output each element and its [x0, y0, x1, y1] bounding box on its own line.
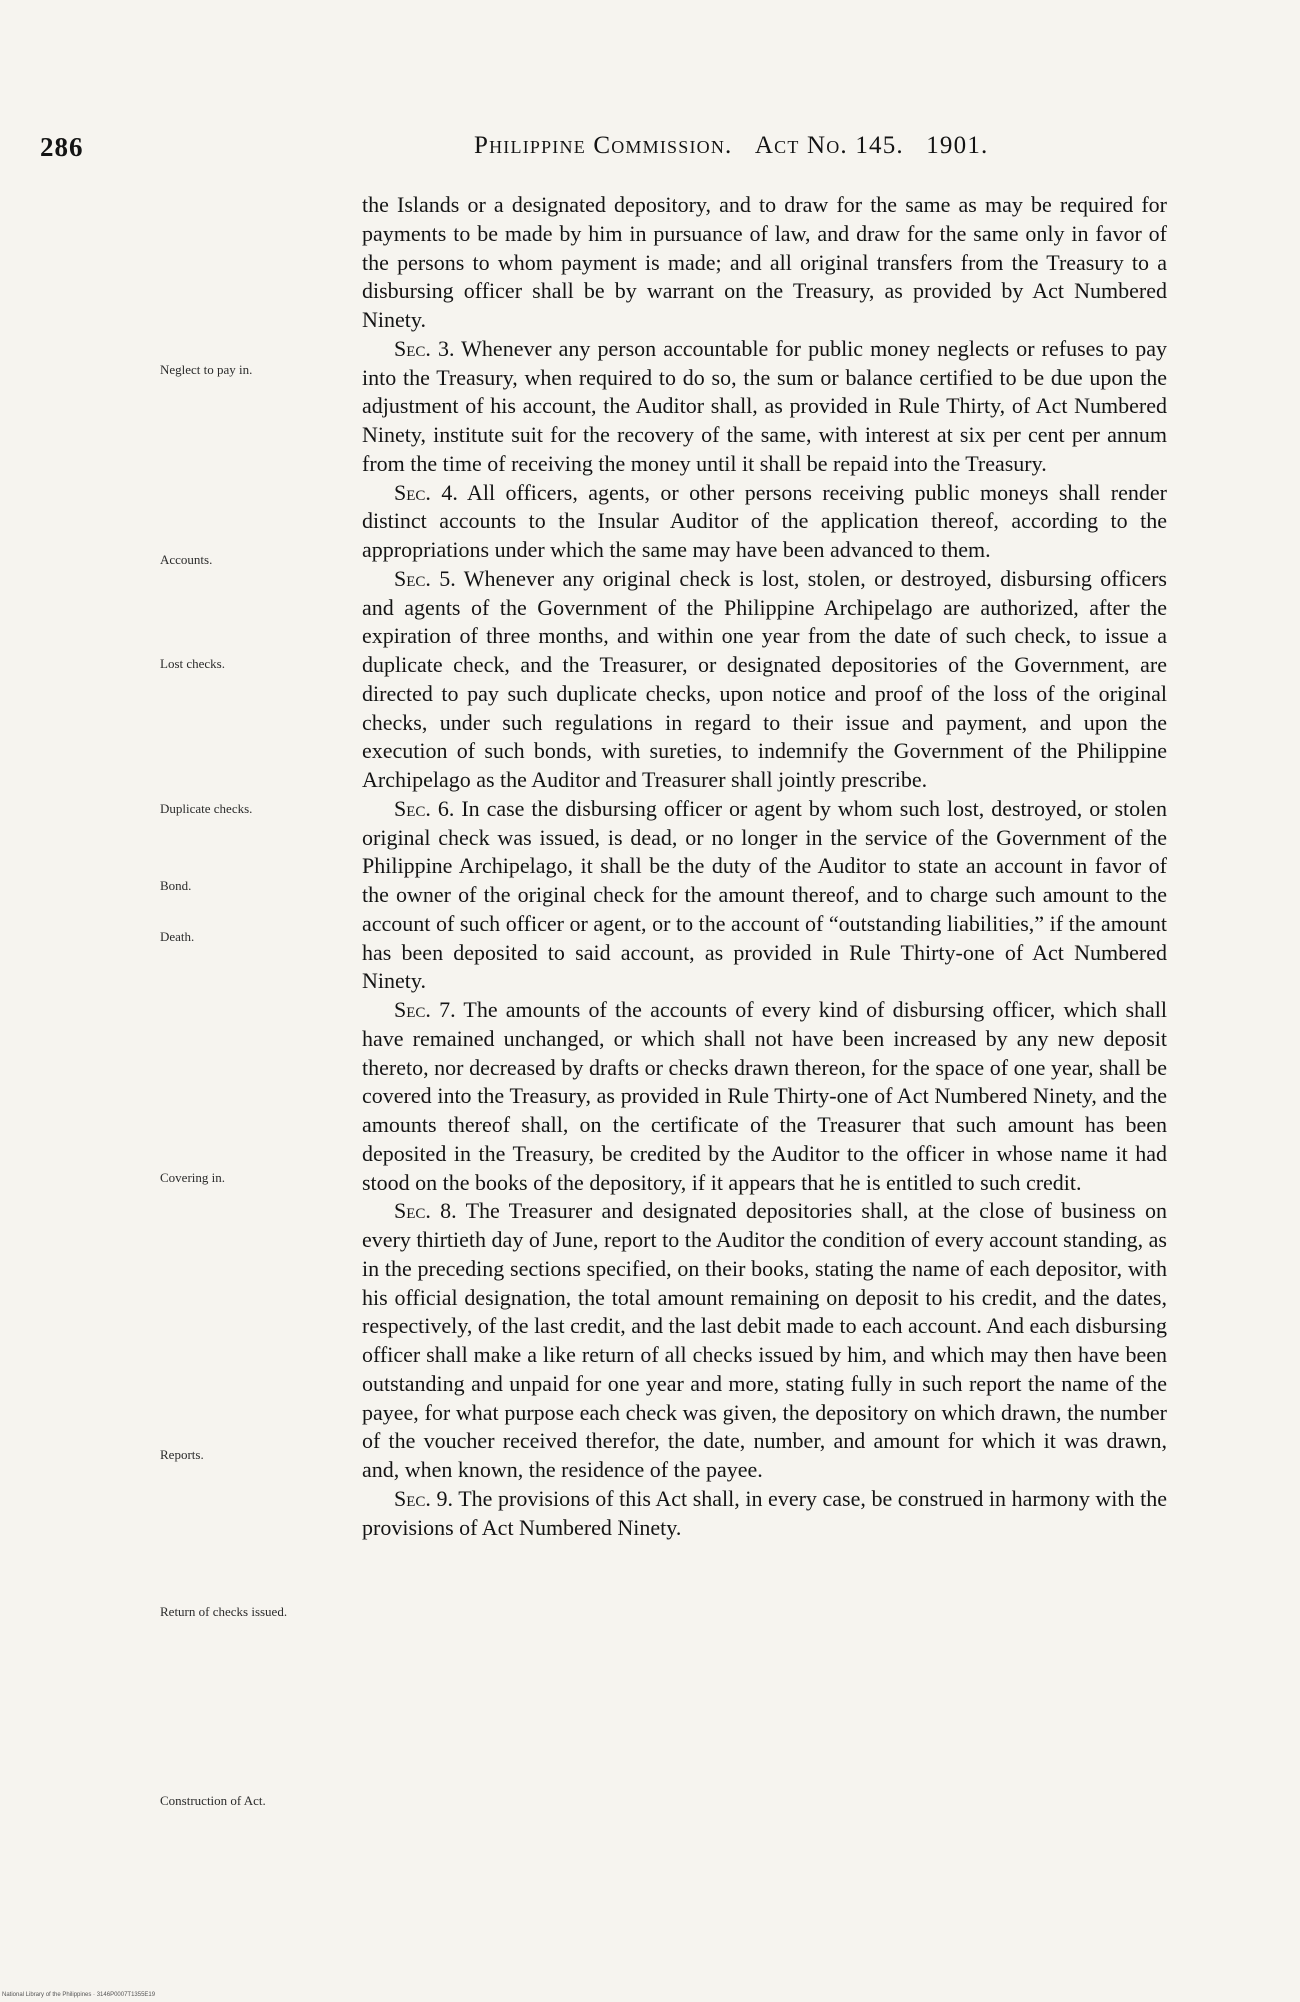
- paragraph-sec-8: [362, 1197, 1167, 1485]
- section-label: Sec. 6.: [394, 795, 455, 821]
- paragraph-sec-9: [362, 1485, 1167, 1543]
- paragraph-text: Whenever any person accountable for public money neglects or refuses to pay into the Treasury, when required to do so, the sum or balance certified to be due upon the adjustment of his account, the Auditor shall, as provided in Rule Thirty, of Act Numbered Ninety, institute suit for the recovery of the same, with interest at six per cent per annum from the time of receiving the money until it shall be repaid into the Treasury.: [362, 335, 1167, 476]
- body-text: [362, 191, 1167, 1542]
- section-label: Sec. 8.: [394, 1198, 457, 1224]
- paragraph-continuation: [362, 191, 1167, 335]
- section-label: Sec. 5.: [394, 565, 456, 591]
- section-label: Sec. 7.: [394, 997, 456, 1022]
- paragraph-text: The Treasurer and designated depositories shall, at the close of business on every thirtieth day of June, report to the Auditor the condition of every account standing, as in the preceding sections specified, on their books, stating the name of each depositor, with his official designation, the total amount remaining on deposit to his credit, and the dates, respectively, of the last credit, and the last debit made to each account. And each disbursing officer shall make a like return of all checks issued by him, and which may then have been outstanding and unpaid for one year and more, stating fully in such report the name of the payee, for what purpose each check was given, the depository on which drawn, the number of the voucher received therefor, the date, number, and amount for which it was drawn, and, when known, the residence of the payee.: [362, 1198, 1167, 1482]
- paragraph-text: the Islands or a designated depository, and to draw for the same as may be required for payments to be made by him in pursuance of law, and draw for the same only in favor of the persons to whom payment is made; and all original transfers from the Treasury to a disbursing officer shall be by warrant on the Treasury, as provided by Act Numbered Ninety.: [362, 192, 1167, 332]
- section-label: Sec. 9.: [394, 1485, 453, 1511]
- margin-note-reports: Reports.: [160, 1447, 204, 1462]
- paragraph-sec-4: [362, 479, 1167, 565]
- margin-note-bond: Bond.: [160, 878, 192, 893]
- paragraph-sec-7: [362, 996, 1167, 1197]
- paragraph-sec-5: [362, 565, 1167, 795]
- paragraph-sec-6: [362, 795, 1167, 996]
- margin-note-construction: Construction of Act.: [160, 1793, 266, 1808]
- margin-note-lost-checks: Lost checks.: [160, 656, 225, 671]
- paragraph-sec-3: [362, 335, 1167, 479]
- margin-note-neglect: Neglect to pay in.: [160, 362, 253, 377]
- paragraph-text: All officers, agents, or other persons receiving public moneys shall render distinct accounts to the Insular Auditor of the application thereof, according to the appropriations under which the same may have been advanced to them.: [362, 479, 1167, 562]
- paragraph-text: The provisions of this Act shall, in every case, be construed in harmony with the provisions of Act Numbered Ninety.: [362, 1485, 1168, 1540]
- running-head-title: Philippine Commission.: [474, 132, 733, 159]
- margin-note-covering-in: Covering in.: [160, 1170, 225, 1185]
- paragraph-text: In case the disbursing officer or agent by whom such lost, destroyed, or stolen original check was issued, is dead, or no longer in the service of the Government of the Philippine Archipelago, it shall be the duty of the Auditor to state an account in favor of the owner of the original check for the amount thereof, and to charge such amount to the account of such officer or agent, or to the account of “outstanding liabilities,” if the amount has been deposited to said account, as provided in Rule Thirty-one of Act Numbered Ninety.: [362, 795, 1168, 994]
- margin-note-death: Death.: [160, 929, 195, 944]
- running-head-year: 1901.: [926, 132, 989, 159]
- footer-credit: National Library of the Philippines · 3146P0007T1355E19: [2, 1992, 156, 1998]
- margin-note-accounts: Accounts.: [160, 552, 213, 567]
- margin-note-return-of-checks: Return of checks issued.: [160, 1604, 288, 1619]
- margin-note-duplicate-checks: Duplicate checks.: [160, 801, 253, 816]
- section-label: Sec. 3.: [394, 335, 455, 361]
- running-head: [474, 132, 988, 160]
- paragraph-text: The amounts of the accounts of every kind of disbursing officer, which shall have remained unchanged, or which shall not have been increased by any new deposit thereto, nor decreased by drafts or checks drawn thereon, for the space of one year, shall be covered into the Treasury, as provided in Rule Thirty-one of Act Numbered Ninety, and the amounts thereof shall, on the certificate of the Treasurer that such amount has been deposited in the Treasury, be credited by the Auditor to the officer in whose name it had stood on the books of the depository, if it appears that he is entitled to such credit.: [362, 997, 1167, 1195]
- page-number: 286: [40, 132, 84, 162]
- paragraph-text: Whenever any original check is lost, stolen, or destroyed, disbursing officers and agents of the Government of the Philippine Archipelago are authorized, after the expiration of three months, and within one year from the date of such check, to issue a duplicate check, and the Treasurer, or designated depositories of the Government, are directed to pay such duplicate checks, upon notice and proof of the loss of the original checks, under such regulations in regard to their issue and payment, and upon the execution of such bonds, with sureties, to indemnify the Government of the Philippine Archipelago as the Auditor and Treasurer shall jointly prescribe.: [362, 565, 1167, 792]
- running-head-act: Act No. 145.: [754, 132, 904, 159]
- section-label: Sec. 4.: [394, 479, 458, 505]
